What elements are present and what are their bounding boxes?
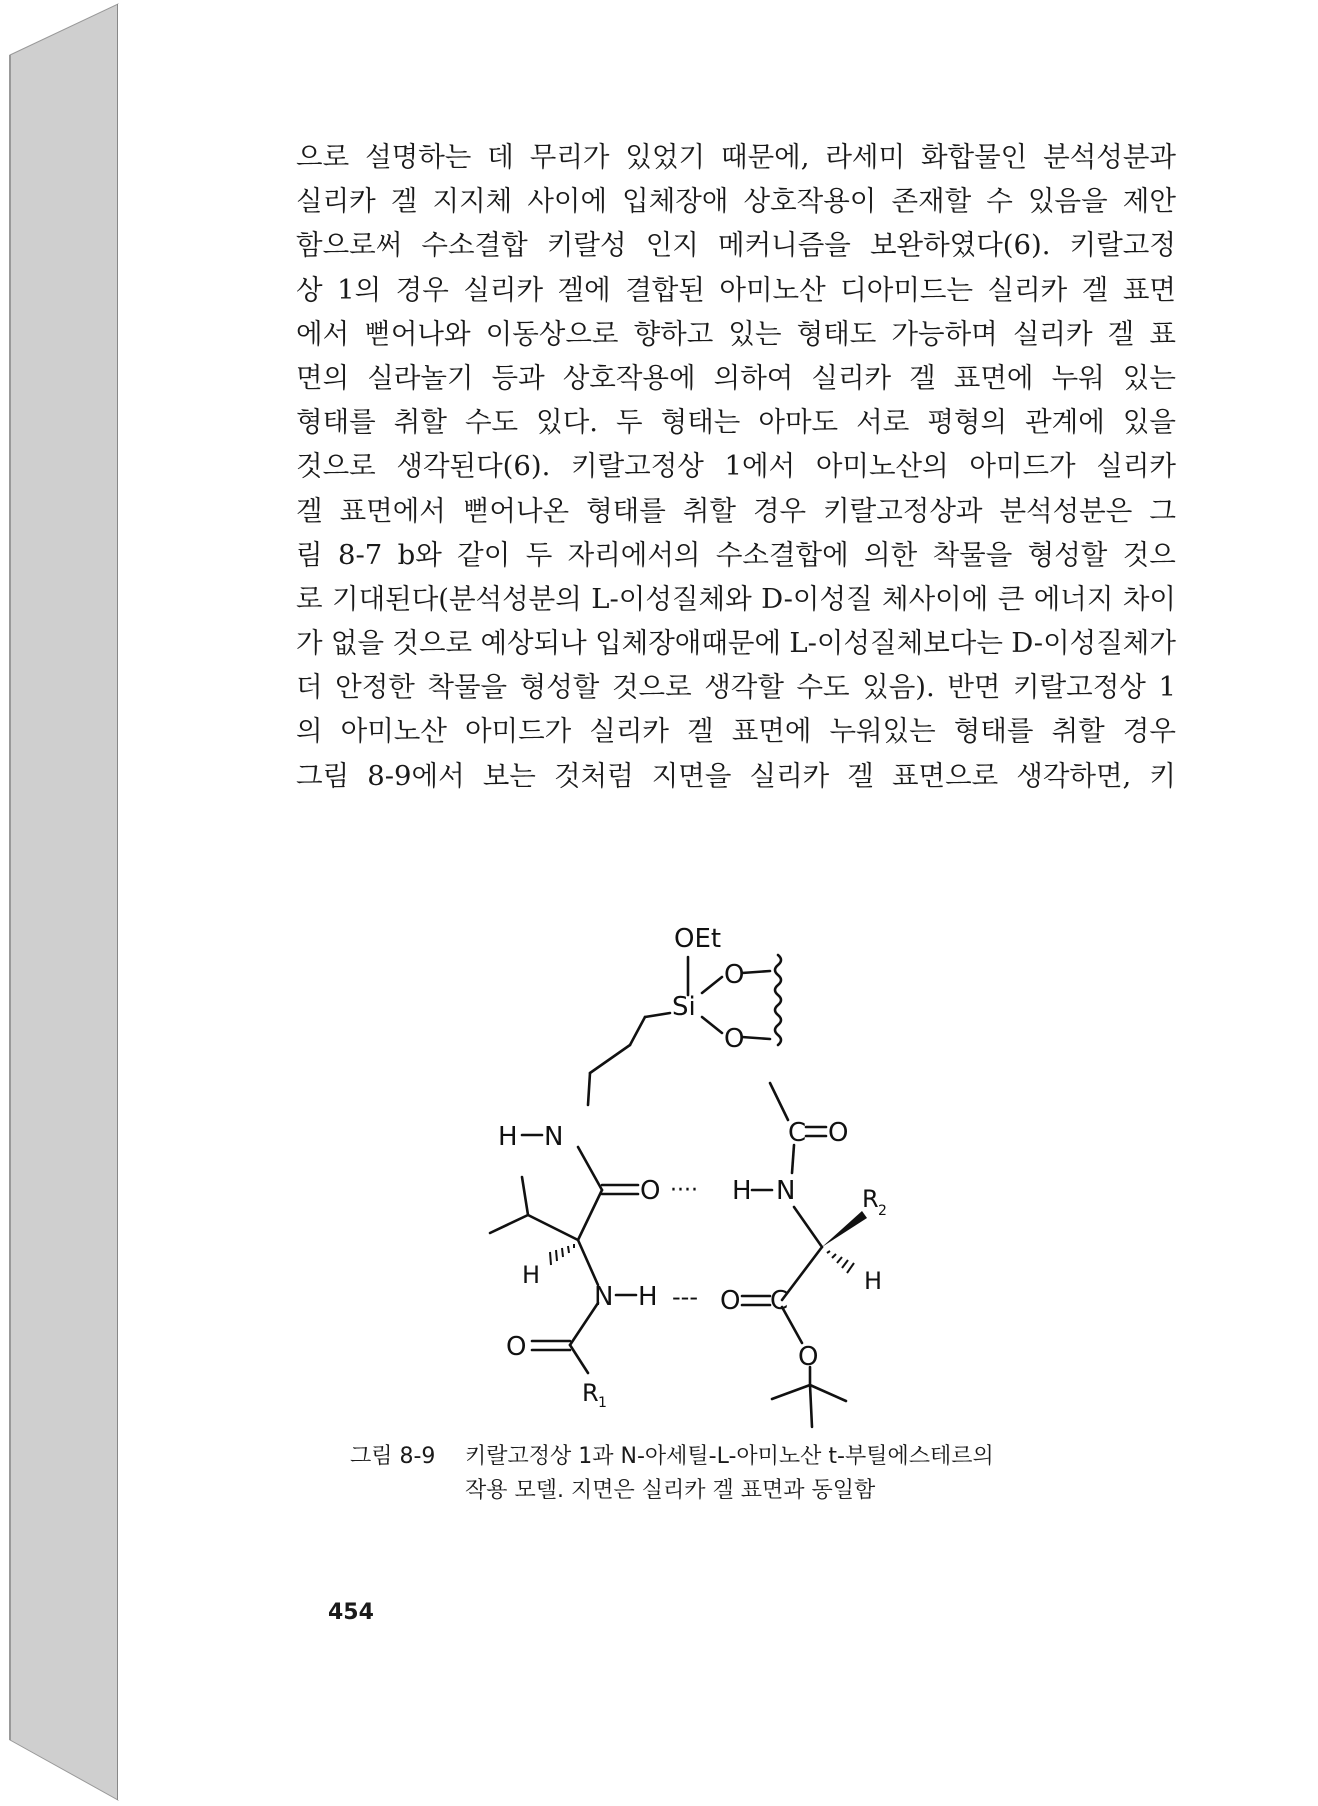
word: 평형의 [927, 406, 1008, 439]
word: 차이 [1122, 582, 1176, 615]
word: 형성할 [1027, 538, 1108, 571]
word: 있었기 [625, 141, 706, 173]
word: 생각하면, [1016, 759, 1132, 792]
word: 있을 [1122, 406, 1176, 439]
chemical-structure-figure [470, 915, 910, 1435]
word: 상호작용에 [562, 361, 696, 394]
text-line [296, 709, 1176, 753]
word: 경우 [1122, 715, 1176, 748]
word: 기대된다(분석성분의 [332, 582, 582, 615]
text-line [296, 312, 1176, 356]
caption-number: 그림 8-9 [350, 1444, 436, 1469]
word: D-이성질체가 [1011, 627, 1176, 660]
word: 있다. [536, 406, 598, 439]
word: 그 [1149, 494, 1176, 527]
word: 실리카 [749, 759, 830, 792]
word: 표면에 [953, 361, 1034, 394]
word: 표면 [1122, 273, 1176, 306]
label-o-ester: O [720, 1286, 741, 1316]
text-line [296, 754, 1176, 798]
word: 가 [296, 627, 323, 660]
word: 착물을 [932, 538, 1013, 571]
word: 취할 [393, 406, 447, 439]
word: 지면을 [651, 759, 732, 792]
label-oet: OEt [674, 924, 722, 954]
word: D-이성질 [761, 582, 873, 615]
word: 경우 [395, 273, 449, 306]
word: 화합물인 [920, 141, 1028, 173]
label-si: Si [672, 992, 696, 1022]
label-r2-sub: 2 [878, 1203, 887, 1219]
word: 표면에 [731, 715, 812, 748]
word: 으로 [296, 141, 350, 173]
text-line [296, 223, 1176, 267]
word: 결합된 [625, 273, 705, 306]
text-line [296, 577, 1176, 621]
text-line [296, 268, 1176, 312]
word: 때문에, [721, 141, 810, 173]
word: 표면에서 [339, 494, 446, 527]
label-r1: R [582, 1379, 599, 1407]
label-h-n3: H [638, 1282, 658, 1312]
text-line [296, 444, 1176, 488]
word: 겔 [687, 715, 714, 748]
word: 아미노산 [340, 715, 447, 748]
word: 수소결합 [421, 229, 528, 262]
word: 아미드가 [464, 715, 572, 748]
word: 에너지 [1033, 582, 1114, 615]
word: 8-9에서 [367, 759, 465, 792]
word: 겔 [1107, 317, 1135, 350]
word: 예상되나 [480, 627, 587, 660]
caption-line1: 키랄고정상 1과 N-아세틸-L-아미노산 t-부틸에스테르의 [465, 1444, 994, 1469]
word: 키랄고정상과 [823, 494, 983, 527]
label-o-amide2: O [506, 1332, 527, 1362]
word: 것으 [1122, 538, 1176, 571]
word: 키 [1149, 759, 1176, 792]
word: 의하여 [713, 361, 794, 394]
label-h-left: H [522, 1261, 541, 1289]
word: 메커니즘을 [718, 229, 851, 262]
word: 형성할 [519, 671, 600, 704]
word: 실라놀기 [367, 361, 474, 394]
word: 가능하며 [891, 317, 998, 350]
label-n1: N [544, 1122, 564, 1152]
word: 1에서 [724, 450, 796, 483]
word: 키랄고정상 [571, 450, 704, 483]
word: 있음을 [1027, 185, 1108, 218]
word: 것처럼 [553, 759, 634, 792]
word: 키랄고정 [1069, 229, 1176, 262]
text-line [296, 400, 1176, 444]
word: 형태를 [953, 715, 1034, 748]
word: 겔 [390, 185, 418, 218]
word: 취할 [1051, 715, 1105, 748]
label-n3: N [594, 1282, 614, 1312]
word: 더 [296, 671, 323, 704]
word: b와 [397, 538, 442, 571]
word: 겔 [847, 759, 874, 792]
word: 이동상으로 [485, 317, 619, 350]
word: 무리가 [529, 141, 610, 173]
word: 두 [525, 538, 553, 571]
text-line [296, 356, 1176, 400]
word: 실리카 [1012, 317, 1093, 350]
word: 자리에서의 [567, 538, 701, 571]
word: 것으로 [296, 450, 376, 483]
word: 경우 [752, 494, 807, 527]
word: 형태를 [296, 406, 376, 439]
word: 수소결합에 [715, 538, 849, 571]
word: 실리카 [987, 273, 1068, 306]
word: 겔 [296, 494, 323, 527]
word: 생각된다(6). [396, 450, 551, 483]
word: 의 [296, 715, 323, 748]
word: 8-7 [337, 538, 383, 571]
word: 아마도 [758, 406, 839, 439]
label-hbond2: --- [672, 1283, 698, 1311]
word: 수 [986, 185, 1013, 218]
word: 라세미 [825, 141, 906, 173]
text-line [296, 489, 1176, 533]
word: 의한 [864, 538, 918, 571]
label-o-lower: O [724, 1024, 745, 1054]
word: 뻗어나와 [364, 317, 471, 350]
word: 것으로 [392, 627, 473, 660]
word: L-이성질체와 [591, 582, 752, 615]
word: 1의 [337, 273, 382, 306]
word: 실리카 [589, 715, 669, 748]
word: 반면 [947, 671, 1001, 704]
page-number: 454 [328, 1600, 374, 1625]
word: 사이에 [527, 185, 608, 218]
word: 등과 [491, 361, 545, 394]
word: 그림 [296, 759, 350, 792]
word: 같이 [457, 538, 511, 571]
label-n2: N [776, 1176, 796, 1206]
label-r1-sub: 1 [598, 1395, 607, 1411]
word: 지지체 [432, 185, 513, 218]
word: 실리카 [296, 185, 376, 218]
word: 형태도 [796, 317, 877, 350]
word: 인지 [645, 229, 699, 262]
word: 설명하는 [365, 141, 472, 173]
word: 에서 [296, 317, 350, 350]
word: 있음). [862, 671, 935, 704]
word: 키랄고정상 [1013, 671, 1146, 704]
caption-line2: 작용 모델. 지면은 실리카 겔 표면과 동일함 [465, 1478, 876, 1503]
word: 림 [296, 538, 323, 571]
word: 아미노산 [719, 273, 826, 306]
word: 큰 [997, 582, 1025, 615]
label-h-n1: H [498, 1122, 518, 1152]
figure-caption [350, 1440, 1150, 1508]
word: 입체장애 [622, 185, 729, 218]
word: 상 [296, 273, 323, 306]
label-c-ester: C [770, 1286, 789, 1316]
word: 데 [487, 141, 514, 173]
word: 아미노산의 [815, 450, 949, 483]
word: L-이성질체보다는 [789, 627, 1003, 660]
word: 실리카 [463, 273, 544, 306]
word: 형태를 [586, 494, 666, 527]
text-line [296, 665, 1176, 709]
word: 겔에 [557, 273, 611, 306]
word: 분석성분은 [999, 494, 1133, 527]
word: 디아미드는 [840, 273, 974, 306]
word: 표면으로 [891, 759, 999, 792]
word: 아미드가 [969, 450, 1076, 483]
label-o-tbu: O [798, 1342, 819, 1372]
word: 생각할 [704, 671, 784, 704]
text-line [296, 533, 1176, 577]
word: 착물을 [427, 671, 508, 704]
word: 관계에 [1025, 406, 1105, 439]
word: 입체장애때문에 [595, 627, 782, 660]
word: 누워있는 [829, 715, 936, 748]
word: 분석성분과 [1043, 141, 1176, 173]
body-text [296, 135, 1176, 798]
word: 실리카 [1096, 450, 1176, 483]
label-o-amide1: O [640, 1176, 661, 1206]
word: 수도 [464, 406, 519, 439]
label-h-n2: H [732, 1176, 752, 1206]
word: 형태는 [660, 406, 741, 439]
text-line [296, 179, 1176, 223]
word: 1 [1158, 671, 1176, 704]
word: 로 [296, 582, 323, 615]
word: 있는 [1122, 361, 1176, 394]
word: 제안 [1122, 185, 1176, 218]
word: 표 [1149, 317, 1176, 350]
text-line [296, 135, 1176, 179]
word: 상호작용이 [743, 185, 877, 218]
word: 키랄성 [546, 229, 627, 262]
word: 두 [616, 406, 643, 439]
label-o-acetyl: O [828, 1118, 849, 1148]
word: 뻗어나온 [462, 494, 570, 527]
word: 보완하였다(6). [869, 229, 1051, 262]
word: 것으로 [611, 671, 692, 704]
text-line [296, 621, 1176, 665]
label-r2: R [862, 1185, 879, 1213]
word: 겔 [1081, 273, 1109, 306]
word: 수도 [796, 671, 850, 704]
word: 실리카 [811, 361, 892, 394]
word: 누워 [1051, 361, 1105, 394]
word: 향하고 [633, 317, 714, 350]
label-h-right: H [864, 1267, 883, 1295]
word: 없을 [330, 627, 385, 660]
word: 면의 [296, 361, 350, 394]
word: 존재할 [891, 185, 972, 218]
label-o-upper: O [724, 960, 745, 990]
label-c-acetyl: C [788, 1118, 807, 1148]
word: 서로 [856, 406, 910, 439]
word: 있는 [728, 317, 782, 350]
label-hbond1: ···· [670, 1178, 698, 1203]
word: 취할 [682, 494, 736, 527]
word: 안정한 [335, 671, 415, 704]
word: 겔 [909, 361, 936, 394]
word: 체사이에 [882, 582, 989, 615]
word: 함으로써 [296, 229, 403, 262]
word: 보는 [482, 759, 536, 792]
